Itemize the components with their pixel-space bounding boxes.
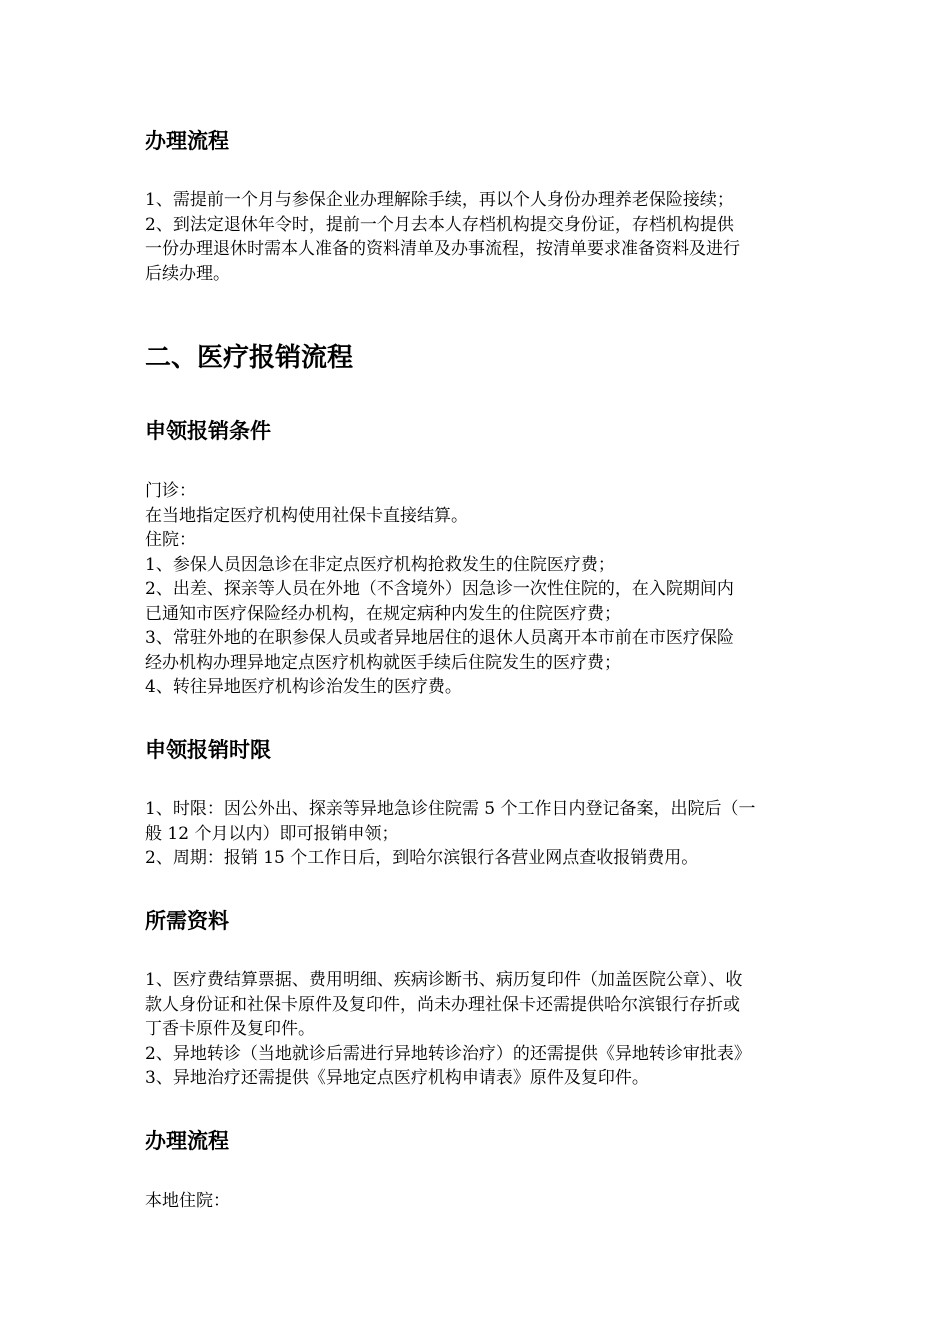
paragraph-line: 在当地指定医疗机构使用社保卡直接结算。 <box>145 505 468 526</box>
chapter-title: 二、医疗报销流程 <box>145 343 354 373</box>
paragraph-line: 2、到法定退休年令时，提前一个月去本人存档机构提交身份证，存档机构提供 <box>145 214 734 235</box>
paragraph-line: 2、出差、探亲等人员在外地（不含境外）因急诊一次性住院的，在入院期间内 <box>145 579 734 599</box>
section-heading-process-pension: 办理流程 <box>145 128 229 153</box>
paragraph-line: 已通知市医疗保险经办机构，在规定病种内发生的住院医疗费； <box>145 603 621 624</box>
paragraph-line: 丁香卡原件及复印件。 <box>145 1019 315 1039</box>
section-heading-materials: 所需资料 <box>145 908 229 933</box>
paragraph-line: 门诊： <box>145 481 196 501</box>
paragraph-line: 本地住院： <box>145 1191 230 1211</box>
section-heading-process-medical: 办理流程 <box>145 1128 229 1153</box>
paragraph-line: 1、医疗费结算票据、费用明细、疾病诊断书、病历复印件（加盖医院公章）、收 <box>145 970 743 990</box>
paragraph-line: 2、周期：报销 15 个工作日后，到哈尔滨银行各营业网点查收报销费用。 <box>145 848 699 868</box>
section-heading-time-limit: 申领报销时限 <box>145 737 271 762</box>
paragraph-line: 住院： <box>145 530 196 550</box>
conditions-text <box>145 479 810 700</box>
process-text <box>145 1189 810 1214</box>
paragraph-line: 3、异地治疗还需提供《异地定点医疗机构申请表》原件及复印件。 <box>145 1068 649 1088</box>
paragraph-line: 2、异地转诊（当地就诊后需进行异地转诊治疗）的还需提供《异地转诊审批表》 <box>145 1043 751 1064</box>
paragraph-line: 1、参保人员因急诊在非定点医疗机构抢救发生的住院医疗费； <box>145 554 615 575</box>
paragraph-line: 1、时限：因公外出、探亲等异地急诊住院需 5 个工作日内登记备案，出院后（一 <box>145 799 756 819</box>
paragraph-line: 1、需提前一个月与参保企业办理解除手续，再以个人身份办理养老保险接续； <box>145 190 734 210</box>
paragraph-line: 经办机构办理异地定点医疗机构就医手续后住院发生的医疗费； <box>145 652 621 673</box>
paragraph-line: 4、转往异地医疗机构诊治发生的医疗费。 <box>145 677 462 697</box>
materials-text <box>145 968 810 1091</box>
paragraph-line: 般 12 个月以内）即可报销申领； <box>145 823 399 844</box>
time-limit-text <box>145 797 810 871</box>
pension-process-text <box>145 188 810 286</box>
paragraph-line: 后续办理。 <box>145 263 230 284</box>
paragraph-line: 3、常驻外地的在职参保人员或者异地居住的退休人员离开本市前在市医疗保险 <box>145 628 734 648</box>
paragraph-line: 款人身份证和社保卡原件及复印件，尚未办理社保卡还需提供哈尔滨银行存折或 <box>145 994 740 1015</box>
section-heading-conditions: 申领报销条件 <box>145 418 271 443</box>
paragraph-line: 一份办理退休时需本人准备的资料清单及办事流程，按清单要求准备资料及进行 <box>145 239 740 259</box>
